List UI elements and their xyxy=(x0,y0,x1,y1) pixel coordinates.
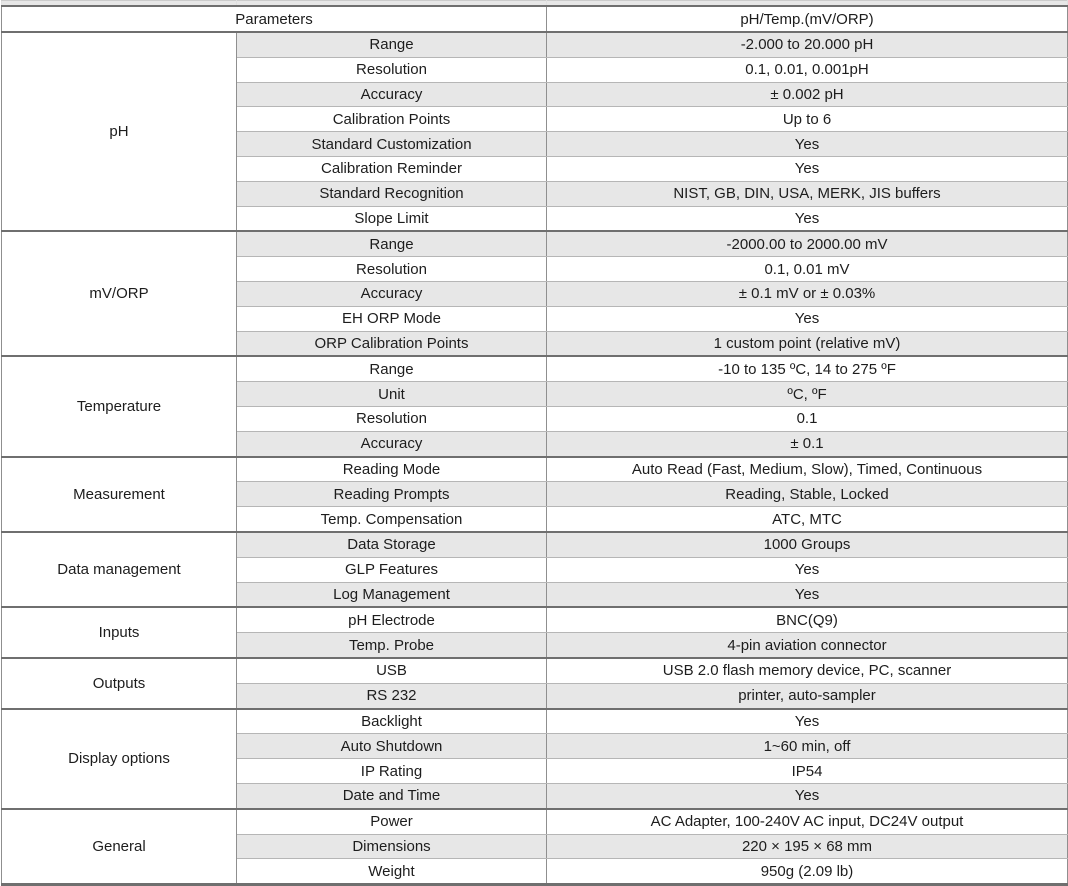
section-name-data-management: Data management xyxy=(2,532,237,607)
param-cell-range: Range xyxy=(237,231,547,256)
value-cell-weight: 950g (2.09 lb) xyxy=(547,859,1068,885)
param-cell-usb: USB xyxy=(237,658,547,683)
value-cell-data-storage: 1000 Groups xyxy=(547,532,1068,557)
value-cell-accuracy: ± 0.1 mV or ± 0.03% xyxy=(547,281,1068,306)
table-row xyxy=(2,607,1068,632)
value-cell-accuracy: ± 0.1 xyxy=(547,431,1068,456)
param-cell-accuracy: Accuracy xyxy=(237,281,547,306)
param-cell-orp-calibration-points: ORP Calibration Points xyxy=(237,331,547,356)
value-cell-range: -2000.00 to 2000.00 mV xyxy=(547,231,1068,256)
value-cell-eh-orp-mode: Yes xyxy=(547,306,1068,331)
param-cell-standard-customization: Standard Customization xyxy=(237,132,547,157)
param-cell-range: Range xyxy=(237,356,547,381)
section-name-mv-orp: mV/ORP xyxy=(2,231,237,356)
param-cell-weight: Weight xyxy=(237,859,547,885)
header-row xyxy=(2,6,1068,32)
param-cell-dimensions: Dimensions xyxy=(237,834,547,859)
value-cell-rs-232: printer, auto-sampler xyxy=(547,683,1068,708)
table-row xyxy=(2,532,1068,557)
param-cell-date-and-time: Date and Time xyxy=(237,783,547,808)
param-cell-resolution: Resolution xyxy=(237,57,547,82)
value-cell-auto-shutdown: 1~60 min, off xyxy=(547,734,1068,759)
value-cell-power: AC Adapter, 100-240V AC input, DC24V output xyxy=(547,809,1068,834)
value-cell-calibration-points: Up to 6 xyxy=(547,107,1068,132)
param-cell-auto-shutdown: Auto Shutdown xyxy=(237,734,547,759)
section-name-outputs: Outputs xyxy=(2,658,237,709)
value-cell-standard-recognition: NIST, GB, DIN, USA, MERK, JIS buffers xyxy=(547,181,1068,206)
param-cell-calibration-reminder: Calibration Reminder xyxy=(237,156,547,181)
value-cell-ph-electrode: BNC(Q9) xyxy=(547,607,1068,632)
value-cell-calibration-reminder: Yes xyxy=(547,156,1068,181)
section-name-inputs: Inputs xyxy=(2,607,237,658)
value-cell-range: -10 to 135 ºC, 14 to 275 ºF xyxy=(547,356,1068,381)
value-cell-glp-features: Yes xyxy=(547,557,1068,582)
param-cell-accuracy: Accuracy xyxy=(237,82,547,107)
value-cell-reading-mode: Auto Read (Fast, Medium, Slow), Timed, Continuous xyxy=(547,457,1068,482)
value-cell-accuracy: ± 0.002 pH xyxy=(547,82,1068,107)
value-cell-range: -2.000 to 20.000 pH xyxy=(547,32,1068,57)
param-cell-rs-232: RS 232 xyxy=(237,683,547,708)
section-name-general: General xyxy=(2,809,237,885)
section-name-ph: pH xyxy=(2,32,237,231)
table-row xyxy=(2,231,1068,256)
table-row xyxy=(2,709,1068,734)
value-cell-resolution: 0.1, 0.01, 0.001pH xyxy=(547,57,1068,82)
value-cell-unit: ºC, ºF xyxy=(547,382,1068,407)
param-cell-standard-recognition: Standard Recognition xyxy=(237,181,547,206)
value-cell-temp-compensation: ATC, MTC xyxy=(547,507,1068,532)
value-cell-temp-probe: 4-pin aviation connector xyxy=(547,633,1068,658)
table-row xyxy=(2,658,1068,683)
param-cell-reading-prompts: Reading Prompts xyxy=(237,482,547,507)
value-cell-dimensions: 220 × 195 × 68 mm xyxy=(547,834,1068,859)
param-cell-data-storage: Data Storage xyxy=(237,532,547,557)
section-name-measurement: Measurement xyxy=(2,457,237,532)
value-cell-standard-customization: Yes xyxy=(547,132,1068,157)
value-cell-orp-calibration-points: 1 custom point (relative mV) xyxy=(547,331,1068,356)
table-row xyxy=(2,32,1068,57)
param-cell-eh-orp-mode: EH ORP Mode xyxy=(237,306,547,331)
value-cell-date-and-time: Yes xyxy=(547,783,1068,808)
value-cell-resolution: 0.1, 0.01 mV xyxy=(547,257,1068,282)
value-cell-slope-limit: Yes xyxy=(547,206,1068,231)
param-cell-backlight: Backlight xyxy=(237,709,547,734)
param-cell-temp-probe: Temp. Probe xyxy=(237,633,547,658)
param-cell-ph-electrode: pH Electrode xyxy=(237,607,547,632)
value-cell-reading-prompts: Reading, Stable, Locked xyxy=(547,482,1068,507)
value-cell-backlight: Yes xyxy=(547,709,1068,734)
table-row xyxy=(2,457,1068,482)
param-cell-reading-mode: Reading Mode xyxy=(237,457,547,482)
spec-table-body xyxy=(2,1,1068,885)
param-cell-resolution: Resolution xyxy=(237,406,547,431)
param-cell-calibration-points: Calibration Points xyxy=(237,107,547,132)
param-cell-log-management: Log Management xyxy=(237,582,547,607)
section-name-display-options: Display options xyxy=(2,709,237,809)
value-cell-ip-rating: IP54 xyxy=(547,759,1068,784)
param-cell-accuracy: Accuracy xyxy=(237,431,547,456)
table-row xyxy=(2,356,1068,381)
param-cell-range: Range xyxy=(237,32,547,57)
param-cell-temp-compensation: Temp. Compensation xyxy=(237,507,547,532)
value-cell-usb: USB 2.0 flash memory device, PC, scanner xyxy=(547,658,1068,683)
table-row xyxy=(2,809,1068,834)
param-cell-power: Power xyxy=(237,809,547,834)
param-cell-ip-rating: IP Rating xyxy=(237,759,547,784)
param-cell-unit: Unit xyxy=(237,382,547,407)
value-cell-resolution: 0.1 xyxy=(547,406,1068,431)
param-cell-resolution: Resolution xyxy=(237,257,547,282)
param-cell-slope-limit: Slope Limit xyxy=(237,206,547,231)
value-column-header: pH/Temp.(mV/ORP) xyxy=(547,6,1068,32)
parameters-header: Parameters xyxy=(2,6,547,32)
param-cell-glp-features: GLP Features xyxy=(237,557,547,582)
section-name-temperature: Temperature xyxy=(2,356,237,456)
spec-table xyxy=(1,0,1068,886)
value-cell-log-management: Yes xyxy=(547,582,1068,607)
